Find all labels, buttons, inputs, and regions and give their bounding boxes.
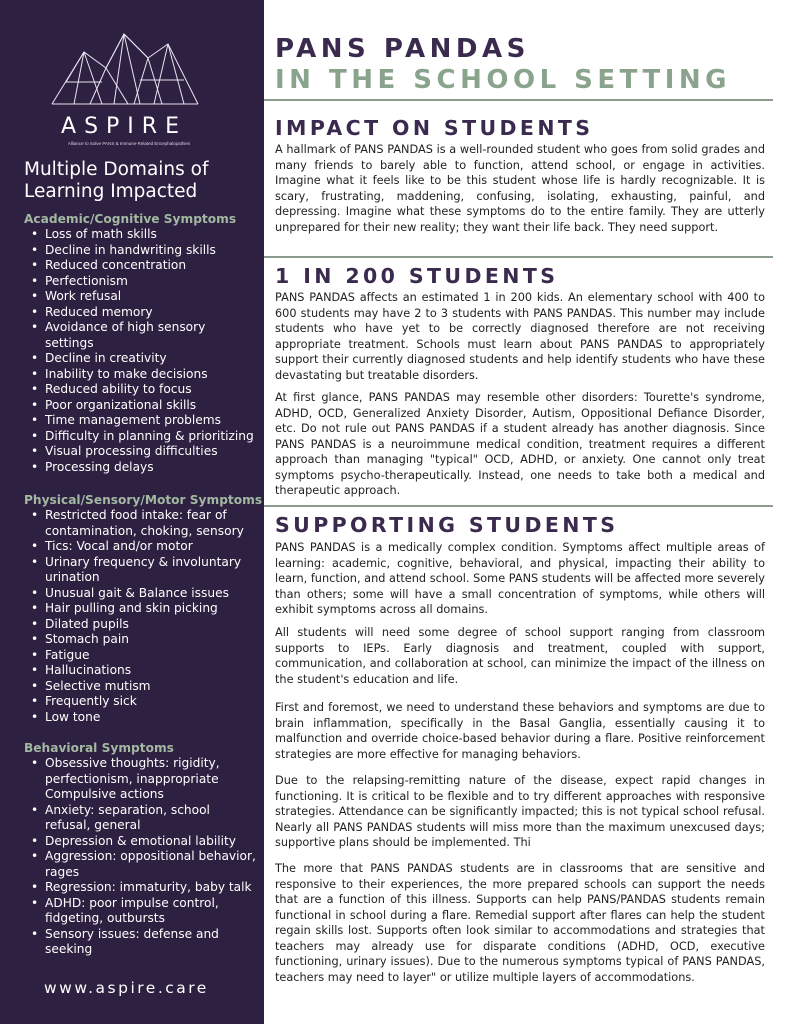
list-item: • Sensory issues: defense and seeking — [24, 927, 225, 958]
section-heading: Physical/Sensory/Motor Symptoms — [24, 493, 263, 507]
section-heading-impact: IMPACT ON STUDENTS — [275, 116, 594, 140]
academic-symptoms-section — [24, 212, 260, 475]
behavioral-symptoms-section — [24, 741, 260, 958]
paragraph: At first glance, PANS PANDAS may resemble other disorders: Tourette's syndrome, ADHD, OCD, Generalized Anxiety Disorder, Autism, Oppositional Defiance Disorder, etc. Do not rule out PANS PANDAS if a student already has another diagnosis. Since PANS PANDAS is a neuroimmune medical condition, treatment requires a different approach than managing "typical" OCD, ADHD, or anxiety. One cannot only treat symptoms psycho-therapeutically. Instead, one needs to take both a medical and therapeutic approach. — [275, 391, 765, 497]
list-item: • Avoidance of high sensory settings — [24, 320, 225, 351]
paragraph: Due to the relapsing-remitting nature of the disease, expect rapid changes in functioning. It is critical to be flexible and to try different approaches with responsive strategies. Attendance can be significantly impacted; this is not typical school refusal. Nearly all PANS PANDAS students will miss more than the maximum unexcused days; supportive plans should be implemented. Thi — [275, 774, 765, 849]
list-item: • Obsessive thoughts: rigidity, perfectionism, inappropriate Compulsive actions — [24, 756, 235, 803]
divider — [264, 99, 773, 101]
list-item: • Time management problems — [24, 413, 260, 429]
symptom-list — [24, 508, 260, 725]
list-item: • Processing delays — [24, 460, 260, 476]
paragraph: First and foremost, we need to understand these behaviors and symptoms are due to brain inflammation, specifically in the Basal Ganglia, essentially causing it to malfunction and override choice-based behavior during a flare. Positive reinforcement strategies are more effective for managing behaviors. — [275, 701, 765, 761]
brand-name: ASPIRE — [61, 114, 187, 139]
section-heading: Academic/Cognitive Symptoms — [24, 212, 237, 226]
list-item: • Difficulty in planning & prioritizing — [24, 429, 260, 445]
website-url: www.aspire.care — [44, 979, 209, 997]
main-content — [264, 0, 791, 1024]
physical-symptoms-section — [24, 493, 263, 725]
list-item: • Decline in creativity — [24, 351, 260, 367]
section-heading-supporting: SUPPORTING STUDENTS — [275, 513, 619, 537]
list-item: • Perfectionism — [24, 274, 260, 290]
list-item: • Fatigue — [24, 648, 260, 664]
brand-tagline: Alliance to Solve PANS & Immune-Related Encephalopathies — [67, 141, 191, 146]
divider — [264, 505, 773, 507]
paragraph: The more that PANS PANDAS students are in classrooms that are sensitive and responsive to their experiences, the more prepared schools can support the needs that are a function of this illness. Supports can help PANS/PANDAS students remain functional in school during a flare. Remedial support after flares can help the student regain skills lost. Supports often look similar to accommodations and strategies that teachers may already use for disparate conditions (ADHD, OCD, executive functioning, urinary issues). Due to the numerous symptoms typical of PANS PANDAS, teachers may need to layer" or utilize multiple layers of accommodations. — [275, 862, 765, 984]
list-item: • Anxiety: separation, school refusal, general — [24, 803, 257, 834]
paragraph: All students will need some degree of school support ranging from classroom supports to IEPs. Early diagnosis and treatment, coupled with support, communication, and collaboration at school, can minimize the impact of the illness on the student's education and life. — [275, 626, 765, 686]
list-item: • Aggression: oppositional behavior, rages — [24, 849, 263, 880]
list-item: • Unusual gait & Balance issues — [24, 586, 260, 602]
symptom-list — [24, 227, 260, 475]
divider — [264, 256, 773, 258]
list-item: • Poor organizational skills — [24, 398, 260, 414]
list-item: • Work refusal — [24, 289, 260, 305]
list-item: • Depression & emotional lability — [24, 834, 260, 850]
list-item: • ADHD: poor impulse control, fidgeting, outbursts — [24, 896, 240, 927]
list-item: • Urinary frequency & involuntary urination — [24, 555, 250, 586]
list-item: • Reduced memory — [24, 305, 260, 321]
list-item: • Dilated pupils — [24, 617, 260, 633]
list-item: • Loss of math skills — [24, 227, 260, 243]
list-item: • Tics: Vocal and/or motor — [24, 539, 260, 555]
list-item: • Regression: immaturity, baby talk — [24, 880, 260, 896]
list-item: • Frequently sick — [24, 694, 260, 710]
list-item: • Hallucinations — [24, 663, 260, 679]
list-item: • Decline in handwriting skills — [24, 243, 260, 259]
page-subtitle: IN THE SCHOOL SETTING — [275, 65, 732, 95]
page-title: PANS PANDAS — [275, 34, 530, 64]
section-heading-prevalence: 1 IN 200 STUDENTS — [275, 264, 559, 288]
list-item: • Stomach pain — [24, 632, 260, 648]
sidebar — [0, 0, 264, 1024]
section-heading: Behavioral Symptoms — [24, 741, 174, 755]
list-item: • Reduced ability to focus — [24, 382, 260, 398]
paragraph: PANS PANDAS is a medically complex condition. Symptoms affect multiple areas of learning: academic, cognitive, behavioral, and physical, impacting their ability to learn, function, and attend school. Some PANS students will be affected more severely than others; some will have a small concentration of symptoms, while others will exhibit symptoms across all domains. — [275, 541, 765, 616]
sidebar-title: Multiple Domains of Learning Impacted — [24, 159, 209, 202]
list-item: • Restricted food intake: fear of contamination, choking, sensory — [24, 508, 245, 539]
list-item: • Inability to make decisions — [24, 367, 260, 383]
list-item: • Hair pulling and skin picking — [24, 601, 260, 617]
list-item: • Low tone — [24, 710, 260, 726]
symptom-list — [24, 756, 260, 958]
list-item: • Selective mutism — [24, 679, 260, 695]
paragraph: PANS PANDAS affects an estimated 1 in 200 kids. An elementary school with 400 to 600 students may have 2 to 3 students with PANS PANDAS. This number may include students who have yet to be correctly diagnosed therefore are not receiving appropriate treatment. Schools must learn about PANS PANDAS to appropriately support their currently diagnosed students and help identify students who have these devastating but treatable disorders. — [275, 291, 765, 382]
list-item: • Visual processing difficulties — [24, 444, 260, 460]
paragraph: A hallmark of PANS PANDAS is a well-rounded student who goes from solid grades and many friends to barely able to function, attend school, or engage in activities. Imagine what it feels like to be this student whose life is hardly recognizable. It is scary, frustrating, maddening, confusing, isolating, exhausting, painful, and depressing. Imagine what these symptoms do to the entire family. They are utterly unprepared for their new reality; they want their life back. They need support. — [275, 143, 765, 234]
list-item: • Reduced concentration — [24, 258, 260, 274]
